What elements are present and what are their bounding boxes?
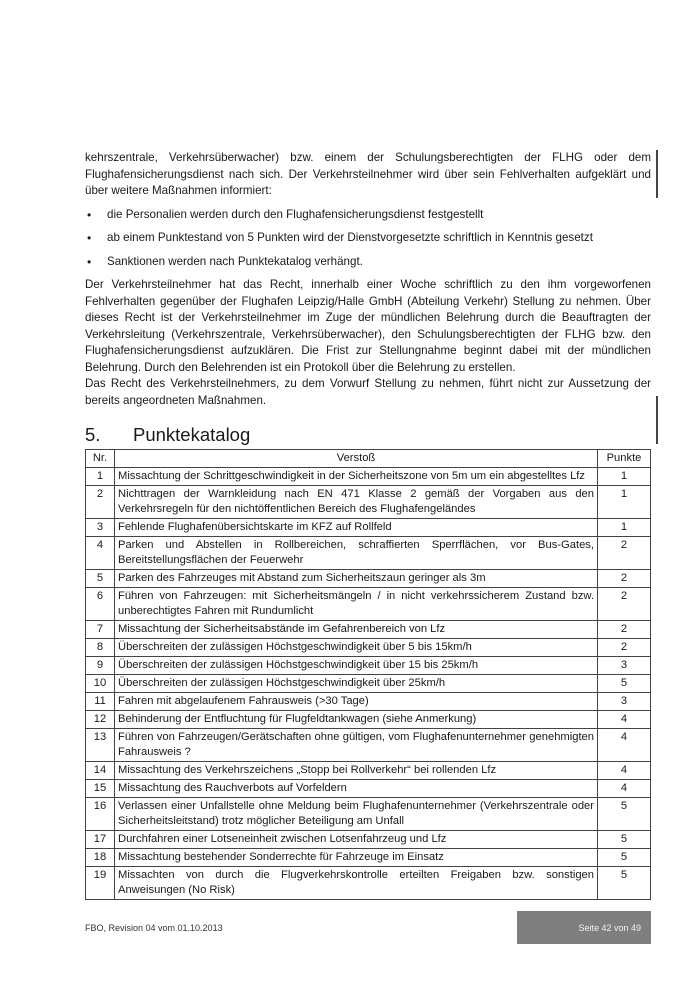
violation-cell: Fehlende Flughafenübersichtskarte im KFZ auf Rollfeld — [115, 519, 598, 537]
footer-page-box — [517, 911, 651, 944]
intro-paragraph: kehrszentrale, Verkehrsüberwacher) bzw. einem der Schulungsberechtigten der FLHG oder dem Flughafensicherungsdienst nach sich. Der Verkehrsteilnehmer wird über sein Fehlverhalten aufgeklärt und über weitere Maßnahmen informiert: — [85, 151, 651, 197]
points-catalog-table — [85, 449, 651, 900]
table-row — [86, 867, 651, 900]
points-cell: 2 — [598, 621, 651, 639]
table-row — [86, 762, 651, 780]
page-content — [85, 150, 651, 900]
points-cell: 4 — [598, 711, 651, 729]
footer-revision: FBO, Revision 04 vom 01.10.2013 — [85, 923, 223, 933]
column-header-nr: Nr. — [86, 450, 115, 468]
rights-paragraph: Der Verkehrsteilnehmer hat das Recht, innerhalb einer Woche schriftlich zu den ihm vorgeworfenen Fehlverhalten gegenüber der Flughafen Leipzig/Halle GmbH (Abteilung Verkehr) Stellung zu nehmen. Über dieses Recht ist der Verkehrsteilnehmer im Zuge der mündlichen Belehrung durch die Beauftragten der Verkehrsleitung (Verkehrszentrale, Verkehrsüberwacher), den Schulungsberechtigten der FLHG bzw. den Flughafensicherungsdienst aufzuklären. Die Frist zur Stellungnahme beginnt dabei mit der mündlichen Belehrung. Durch den Belehrenden ist ein Protokoll über die Belehrung zu erstellen. — [85, 278, 651, 374]
column-header-violation: Verstoß — [115, 450, 598, 468]
violation-cell: Parken und Abstellen in Rollbereichen, schraffierten Sperrflächen, vor Bus-Gates, Bereitstellungsflächen der Feuerwehr — [115, 537, 598, 570]
row-number-cell: 18 — [86, 849, 115, 867]
points-cell: 4 — [598, 729, 651, 762]
row-number-cell: 12 — [86, 711, 115, 729]
table-row — [86, 849, 651, 867]
points-cell: 4 — [598, 762, 651, 780]
row-number-cell: 19 — [86, 867, 115, 900]
violation-cell: Überschreiten der zulässigen Höchstgeschwindigkeit über 5 bis 15km/h — [115, 639, 598, 657]
violation-cell: Führen von Fahrzeugen: mit Sicherheitsmängeln / in nicht verkehrssicherem Zustand bzw. unberechtigtes Fahren mit Rundumlicht — [115, 588, 598, 621]
table-row — [86, 639, 651, 657]
bullet-icon: • — [87, 231, 92, 245]
column-header-points: Punkte — [598, 450, 651, 468]
points-cell: 5 — [598, 798, 651, 831]
bullet-icon: • — [87, 254, 92, 269]
violation-cell: Verlassen einer Unfallstelle ohne Meldung beim Flughafenunternehmer (Verkehrszentrale oder Sicherheitsleitstand) trotz möglicher Beteiligung am Unfall — [115, 798, 598, 831]
row-number-cell: 5 — [86, 570, 115, 588]
violation-cell: Überschreiten der zulässigen Höchstgeschwindigkeit über 15 bis 25km/h — [115, 657, 598, 675]
row-number-cell: 8 — [86, 639, 115, 657]
bullet-list — [85, 207, 651, 271]
violation-cell: Missachtung der Sicherheitsabstände im Gefahrenbereich von Lfz — [115, 621, 598, 639]
points-cell: 3 — [598, 657, 651, 675]
bullet-text: die Personalien werden durch den Flughafensicherungsdienst festgestellt — [107, 207, 484, 221]
violation-cell: Missachtung des Verkehrszeichens „Stopp bei Rollverkehr“ bei rollenden Lfz — [115, 762, 598, 780]
violation-cell: Nichttragen der Warnkleidung nach EN 471 Klasse 2 gemäß der Vorgaben aus den Verkehrsregeln für den nichtöffentlichen Bereich des Flughafengeländes — [115, 486, 598, 519]
table-body — [86, 468, 651, 900]
violation-cell: Führen von Fahrzeugen/Gerätschaften ohne gültigen, vom Flughafenunternehmer genehmigten Fahrausweis ? — [115, 729, 598, 762]
table-row — [86, 519, 651, 537]
row-number-cell: 9 — [86, 657, 115, 675]
points-cell: 5 — [598, 867, 651, 900]
violation-cell: Parken des Fahrzeuges mit Abstand zum Sicherheitszaun geringer als 3m — [115, 570, 598, 588]
row-number-cell: 15 — [86, 780, 115, 798]
points-cell: 2 — [598, 588, 651, 621]
table-row — [86, 486, 651, 519]
row-number-cell: 11 — [86, 693, 115, 711]
row-number-cell: 3 — [86, 519, 115, 537]
row-number-cell: 10 — [86, 675, 115, 693]
table-row — [86, 831, 651, 849]
violation-cell: Missachtung der Schrittgeschwindigkeit in der Sicherheitszone von 5m um ein abgestelltes Lfz — [115, 468, 598, 486]
row-number-cell: 13 — [86, 729, 115, 762]
violation-cell: Missachtung bestehender Sonderrechte für Fahrzeuge im Einsatz — [115, 849, 598, 867]
row-number-cell: 4 — [86, 537, 115, 570]
points-cell: 5 — [598, 831, 651, 849]
violation-cell: Missachtung des Rauchverbots auf Vorfeldern — [115, 780, 598, 798]
table-header-row — [86, 450, 651, 468]
list-item — [85, 230, 651, 247]
list-item — [85, 207, 651, 224]
bullet-text: Sanktionen werden nach Punktekatalog verhängt. — [107, 254, 363, 268]
change-bar — [656, 150, 658, 198]
points-cell: 1 — [598, 468, 651, 486]
violation-cell: Durchfahren einer Lotseneinheit zwischen Lotsenfahrzeug und Lfz — [115, 831, 598, 849]
row-number-cell: 17 — [86, 831, 115, 849]
violation-cell: Überschreiten der zulässigen Höchstgeschwindigkeit über 25km/h — [115, 675, 598, 693]
points-cell: 2 — [598, 639, 651, 657]
table-row — [86, 675, 651, 693]
list-item — [85, 254, 651, 271]
footer-page-number: Seite 42 von 49 — [578, 922, 641, 933]
section-heading — [85, 423, 651, 447]
points-cell: 5 — [598, 675, 651, 693]
row-number-cell: 14 — [86, 762, 115, 780]
row-number-cell: 16 — [86, 798, 115, 831]
table-row — [86, 468, 651, 486]
table-row — [86, 570, 651, 588]
violation-cell: Fahren mit abgelaufenem Fahrausweis (>30 Tage) — [115, 693, 598, 711]
points-cell: 3 — [598, 693, 651, 711]
table-row — [86, 711, 651, 729]
violation-cell: Missachten von durch die Flugverkehrskontrolle erteilten Freigaben bzw. sonstigen Anweisungen (No Risk) — [115, 867, 598, 900]
points-cell: 4 — [598, 780, 651, 798]
change-bar — [656, 396, 658, 444]
points-cell: 5 — [598, 849, 651, 867]
table-row — [86, 588, 651, 621]
table-row — [86, 729, 651, 762]
points-cell: 2 — [598, 570, 651, 588]
table-row — [86, 693, 651, 711]
table-row — [86, 798, 651, 831]
points-cell: 1 — [598, 519, 651, 537]
table-row — [86, 621, 651, 639]
points-cell: 1 — [598, 486, 651, 519]
violation-cell: Behinderung der Entfluchtung für Flugfeldtankwagen (siehe Anmerkung) — [115, 711, 598, 729]
section-number: 5. — [85, 424, 101, 445]
section-title: Punktekatalog — [133, 424, 251, 445]
row-number-cell: 7 — [86, 621, 115, 639]
table-row — [86, 537, 651, 570]
closing-paragraph: Das Recht des Verkehrsteilnehmers, zu dem Vorwurf Stellung zu nehmen, führt nicht zur Aussetzung der bereits angeordneten Maßnahmen. — [85, 377, 651, 407]
table-row — [86, 780, 651, 798]
points-cell: 2 — [598, 537, 651, 570]
bullet-text: ab einem Punktestand von 5 Punkten wird der Dienstvorgesetzte schriftlich in Kenntnis gesetzt — [107, 231, 593, 244]
table-row — [86, 657, 651, 675]
row-number-cell: 1 — [86, 468, 115, 486]
row-number-cell: 6 — [86, 588, 115, 621]
bullet-icon: • — [87, 207, 92, 222]
row-number-cell: 2 — [86, 486, 115, 519]
